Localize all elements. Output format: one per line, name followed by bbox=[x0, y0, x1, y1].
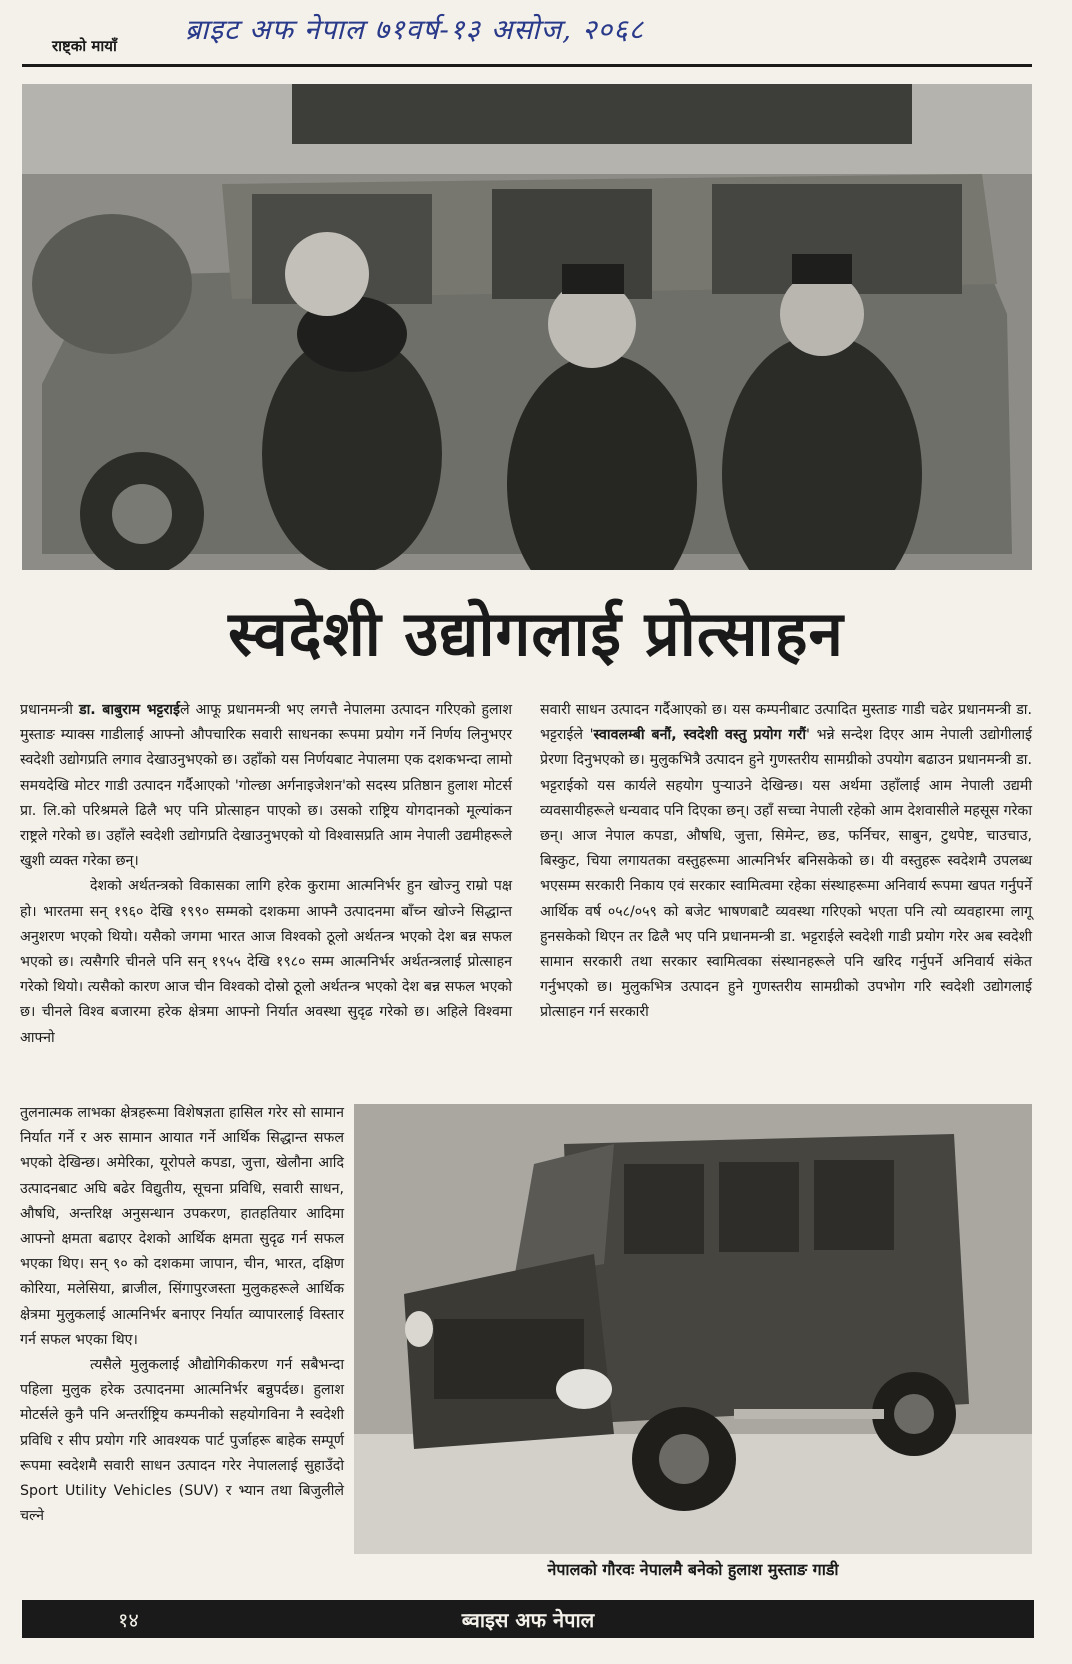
publication-name: ब्वाइस अफ नेपाल bbox=[461, 1608, 595, 1632]
prime-minister-name: डा. बाबुराम भट्टराई bbox=[79, 702, 180, 718]
top-rule bbox=[22, 64, 1032, 67]
article-paragraph: त्यसैले मुलुकलाई औद्योगिकीकरण गर्न सबैभन्दा पहिला मुलुक हरेक उत्पादनमा आत्मनिर्भर बन्नुपर्दछ। हुलाश मोटर्सले कुनै पनि अन्तर्राष्ट्रिय कम्पनीको सहयोगविना नै स्वदेशी प्रविधि र सीप प्रयोग गरि आवश्यक पार्ट पुर्जाहरू बाहेक सम्पूर्ण रूपमा स्वदेशमै सवारी साधन उत्पादन गरेर नेपाललाई सुहाउँदो Sport Utility Vehicles (SUV) र भ्यान तथा बिजुलीले चल्ने bbox=[20, 1357, 344, 1525]
article-paragraph: तुलनात्मक लाभका क्षेत्रहरूमा विशेषज्ञता हासिल गरेर सो सामान निर्यात गर्ने र अरु सामान आयात गर्ने आर्थिक सिद्धान्त सफल भएको देखिन्छ। अमेरिका, यूरोपले कपडा, जुत्ता, खेलौना आदि उत्पादनबाट अघि बढेर विद्युतीय, सूचना प्रविधि, सवारी साधन, औषधि, अन्तरिक्ष अनुसन्धान उपकरण, हातहतियार आदिमा आफ्नो क्षमता बढाएर देशको आर्थिक क्षमता सुदृढ गर्न सफल भएका थिए। सन् ९० को दशकमा जापान, चीन, भारत, दक्षिण कोरिया, मलेसिया, ब्राजील, सिंगापुरजस्ता मुलुकहरूले आर्थिक क्षेत्रमा मुलुकलाई आत्मनिर्भर बनाएर निर्यात व्यापारलाई विस्तार गर्न सफल भएका थिए। bbox=[20, 1105, 344, 1348]
photo-caption: नेपालको गौरवः नेपालमै बनेको हुलाश मुस्ताङ गाडी bbox=[547, 1560, 839, 1579]
article-paragraph: देशको अर्थतन्त्रको विकासका लागि हरेक कुरामा आत्मनिर्भर हुन खोज्नु राम्रो पक्ष हो। भारतमा सन् १९६० देखि १९९० सम्मको दशकमा आफ्नै उत्पादनमा बाँच्न खोज्ने सिद्धान्त अनुशरण भएको थियो। यसैको जगमा भारत आज विश्वको ठूलो अर्थतन्त्र भएको देश बन्न सफल भएको छ। त्यसैगरि चीनले पनि सन् १९५५ देखि १९८० सम्म आत्मनिर्भर अर्थतन्त्रलाई प्रोत्साहन गरेको थियो। त्यसैको कारण आज चीन विश्वको दोस्रो ठूलो अर्थतन्त्र भएको देश बन्न सफल भएको छ। चीनले विश्व बजारमा हरेक क्षेत्रमा आफ्नो निर्यात अवस्था सुदृढ गरेको छ। अहिले विश्वमा आफ्नो bbox=[20, 878, 512, 1046]
article-column-right bbox=[540, 698, 1032, 1026]
photo-mustang-suv bbox=[354, 1104, 1032, 1554]
handwritten-note: ब्राइट अफ नेपाल ७१वर्ष-१३ असोज, २०६८ bbox=[185, 13, 645, 46]
article-paragraph bbox=[20, 698, 512, 874]
article-column-left bbox=[20, 698, 512, 1051]
article-paragraph bbox=[540, 698, 1032, 1026]
section-label: राष्ट्को मायाँ bbox=[52, 37, 117, 55]
photo-illustration bbox=[22, 84, 1032, 570]
text-run: प्रधानमन्त्री bbox=[20, 702, 80, 718]
page-number: १४ bbox=[118, 1608, 139, 1632]
text-run: ' भन्ने सन्देश दिएर आम नेपाली उद्योगीलाई प्रेरणा दिनुभएको छ। मुलुकभित्रै उत्पादन हुने गुणस्तरीय सामग्रीको उपयोग बढाउन प्रधानमन्त्री डा. भट्टराईको यस कार्यले सहयोग पुऱ्याउने देखिन्छ। यस अर्थमा उहाँलाई आम नेपाली उद्यमी व्यवसायीहरूले धन्यवाद पनि दिएका छन्। उहाँ सच्चा नेपाली रहेको आम देशवासीले महसूस गरेका छन्। आज नेपाल कपडा, औषधि, जुत्ता, सिमेन्ट, छड, फर्निचर, साबुन, टुथपेष्ट, चाउचाउ, बिस्कुट, चिया लगायतका वस्तुहरूमा आत्मनिर्भर बनिसकेको छ। यी वस्तुहरू स्वदेशमै उपलब्ध भएसम्म सरकारी निकाय एवं सरकार स्वामित्वमा रहेका संस्थाहरूमा अनिवार्य रूपमा खपत गर्नुपर्ने आर्थिक वर्ष ०५८/०५९ को बजेट भाषणबाटै व्यवस्था गरिएको भएता पनि त्यो व्यवहारमा लागू हुनसकेको थिएन तर ढिलै भए पनि प्रधानमन्त्री डा. भट्टराईले स्वदेशी गाडी प्रयोग गरेर अब स्वदेशी सामान सरकारी तथा सरकार स्वामित्वका संस्थानहरूले पनि खरिद गर्नुपर्ने अनिवार्य संकेत गर्नुभएको छ। मुलुकभित्र उत्पादन हुने गुणस्तरीय सामग्रीको उपभोग गरि स्वदेशी उद्योगलाई प्रोत्साहन गर्न सरकारी bbox=[540, 727, 1032, 1021]
headline: स्वदेशी उद्योगलाई प्रोत्साहन bbox=[228, 597, 844, 670]
article-column-left-lower bbox=[20, 1101, 344, 1529]
suv-illustration bbox=[354, 1104, 1032, 1554]
text-run: ले आफू प्रधानमन्त्री भए लगत्तै नेपालमा उत्पादन गरिएको हुलाश मुस्ताङ म्याक्स गाडीलाई आफ्नो औपचारिक सवारी साधनका रूपमा प्रयोग गर्ने निर्णय लिनुभएर स्वदेशी उद्योगप्रति लगाव देखाउनुभएको छ। उहाँको यस निर्णयबाट नेपालमा एक दशकभन्दा लामो समयदेखि मोटर गाडी उत्पादन गर्दैआएको 'गोल्छा अर्गनाइजेशन'को सदस्य प्रतिष्ठान हुलाश मोटर्स प्रा. लि.को परिश्रमले ढिलै भए पनि प्रोत्साहन पाएको छ। उसको राष्ट्रिय योगदानको मूल्यांकन राष्ट्रले गरेको छ। उहाँले स्वदेशी उद्योगप्रति देखाउनुभएको यो विश्वासप्रति आम नेपाली उद्यमीहरूले खुशी व्यक्त गरेका छन्। bbox=[20, 702, 512, 870]
pm-quote: स्वावलम्बी बनौं, स्वदेशी वस्तु प्रयोग गरौं bbox=[593, 727, 807, 744]
text-run: सवारी साधन उत्पादन गर्दैआएको छ। यस कम्पनीबाट उत्पादित मुस्ताङ गाडी चढेर प्रधानमन्त्री डा. भट्टराईले ' bbox=[540, 702, 1032, 744]
photo-prime-minister-vehicle bbox=[22, 84, 1032, 570]
footer-bar bbox=[22, 1600, 1034, 1638]
